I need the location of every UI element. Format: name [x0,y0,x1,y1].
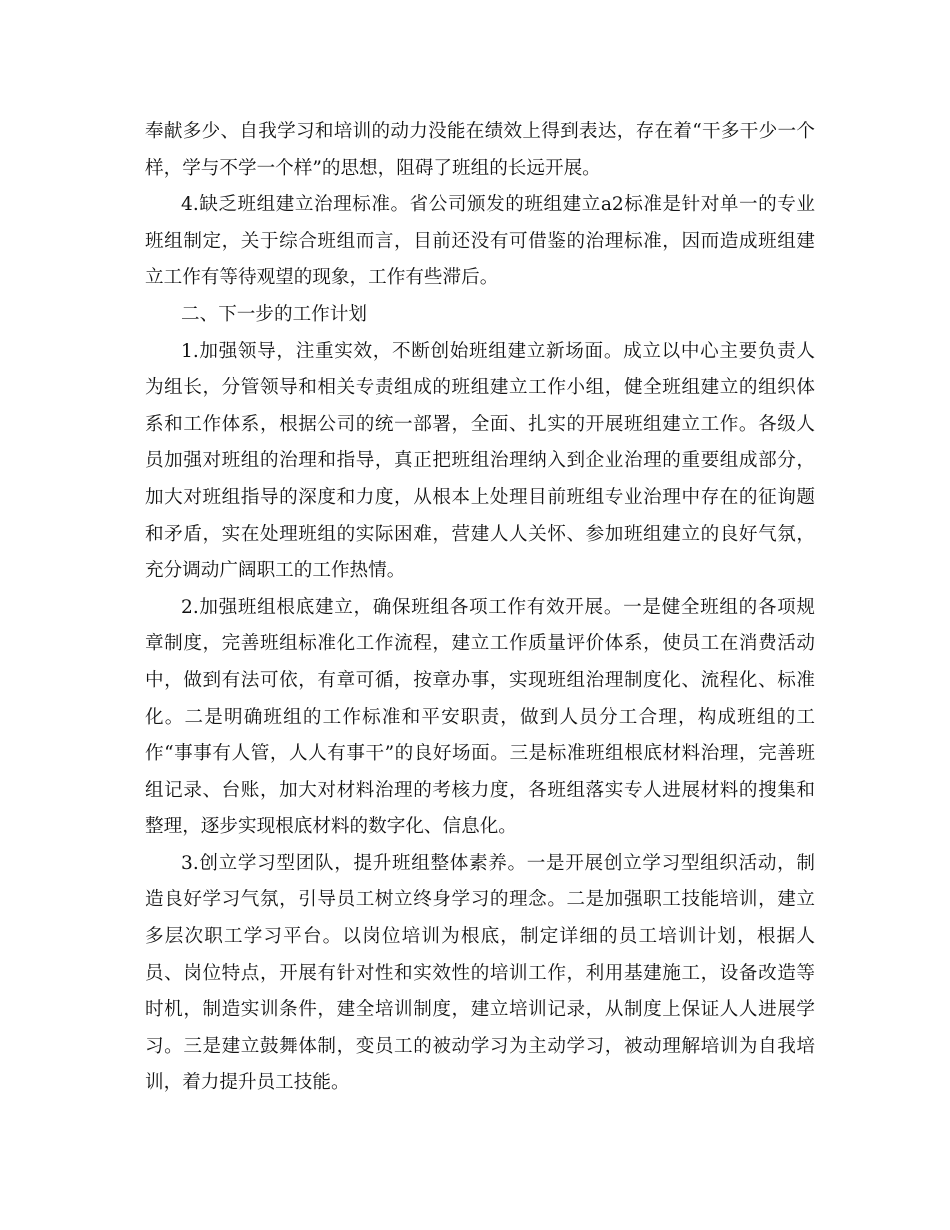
text-line: 训，着力提升员工技能。 [145,1072,350,1094]
text-line: 2.加强班组根底建立，确保班组各项工作有效开展。一是健全班组的各项规 [181,596,815,618]
text-line: 和矛盾，实在处理班组的实际困难，营建人人关怀、参加班组建立的良好气氛， [145,523,815,545]
text-line: 二、下一步的工作计划 [181,303,367,325]
text-line: 化。二是明确班组的工作标准和平安职责，做到人员分工合理，构成班组的工 [145,706,815,728]
text-line: 3.创立学习型团队，提升班组整体素养。一是开展创立学习型组织活动，制 [181,852,815,874]
text-line: 奉献多少、自我学习和培训的动力没能在绩效上得到表达，存在着“干多干少一个 [145,121,815,142]
text-line: 1.加强领导，注重实效，不断创始班组建立新场面。成立以中心主要负责人 [181,340,815,362]
document-body [145,114,815,1102]
text-line: 多层次职工学习平台。以岗位培训为根底，制定详细的员工培训计划，根据人 [145,926,815,948]
text-line: 加大对班组指导的深度和力度，从根本上处理目前班组专业治理中存在的征询题 [145,486,815,508]
text-line: 作“事事有人管，人人有事干”的良好场面。三是标准班组根底材料治理，完善班 [145,743,815,765]
text-line: 样，学与不学一个样”的思想，阻碍了班组的长远开展。 [145,157,601,179]
text-line: 中，做到有法可依，有章可循，按章办事，实现班组治理制度化、流程化、标准 [145,669,815,691]
text-line: 为组长，分管领导和相关专责组成的班组建立工作小组，健全班组建立的组织体 [145,377,815,399]
text-line: 习。三是建立鼓舞体制，变员工的被动学习为主动学习，被动理解培训为自我培 [145,1035,815,1057]
text-line: 造良好学习气氛，引导员工树立终身学习的理念。二是加强职工技能培训，建立 [145,889,815,911]
text-line: 立工作有等待观望的现象，工作有些滞后。 [145,267,499,289]
text-line: 章制度，完善班组标准化工作流程，建立工作质量评价体系，使员工在消费活动 [145,633,815,655]
text-line: 班组制定，关于综合班组而言，目前还没有可借鉴的治理标准，因而造成班组建 [145,230,815,252]
text-line: 员、岗位特点，开展有针对性和实效性的培训工作，利用基建施工，设备改造等 [145,962,815,984]
text-line: 整理，逐步实现根底材料的数字化、信息化。 [145,816,517,838]
text-line: 组记录、台账，加大对材料治理的考核力度，各班组落实专人进展材料的搜集和 [145,779,815,801]
text-line: 员加强对班组的治理和指导，真正把班组治理纳入到企业治理的重要组成部分， [145,450,815,472]
text-line: 系和工作体系，根据公司的统一部署，全面、扎实的开展班组建立工作。各级人 [145,413,815,435]
text-line: 4.缺乏班组建立治理标准。省公司颁发的班组建立a2标准是针对单一的专业 [181,194,815,216]
text-line: 时机，制造实训条件，建全培训制度，建立培训记录，从制度上保证人人进展学 [145,999,815,1021]
text-line: 充分调动广阔职工的工作热情。 [145,560,406,582]
